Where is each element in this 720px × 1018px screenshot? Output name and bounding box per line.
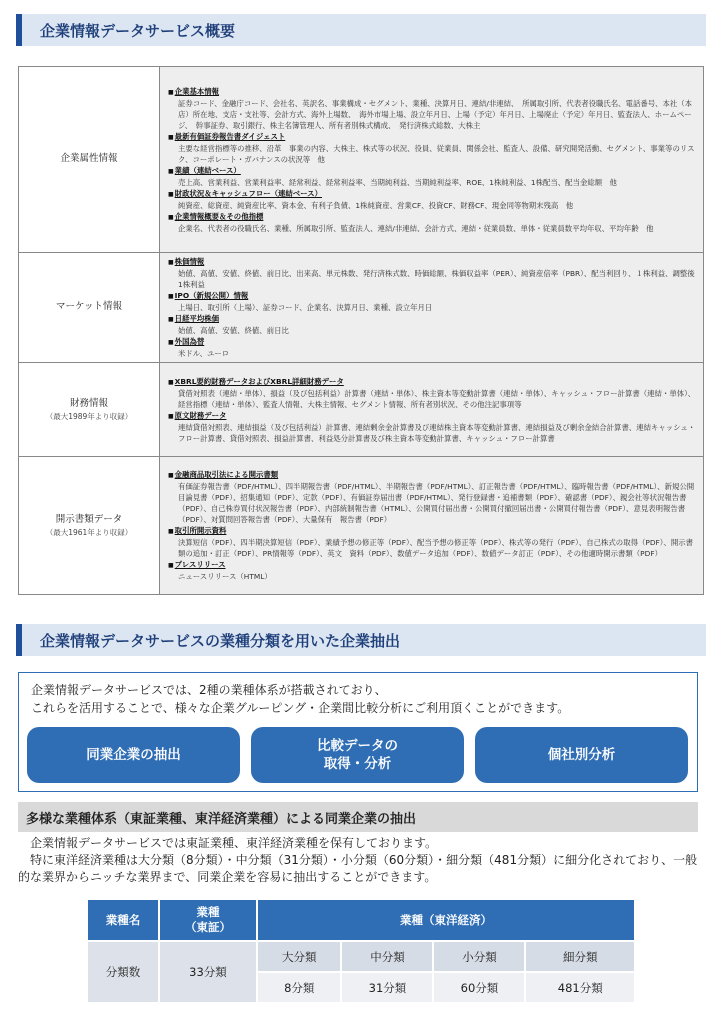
content-cell: [160, 363, 704, 457]
button-label: 同業企業の抽出: [86, 747, 181, 763]
group-title: ■ 取引所開示資料: [168, 525, 697, 537]
level-count: 481分類: [526, 973, 634, 1002]
extraction-section-title: [16, 624, 706, 656]
intro-line: 企業情報データサービスでは、2種の業種体系が搭載されており、: [31, 683, 387, 697]
level-count: 60分類: [434, 973, 524, 1002]
group-text: 決算短信（PDF）、四半期決算短信（PDF）、業績予想の修正等（PDF）、配当予想の修正等（PDF）、株式等の発行（PDF）、自己株式の取得（PDF）、開示書類の追加・訂正（PDF）、PR情報等（PDF）、英文 資料（PDF）、数値データ追加（PDF）、数値データ訂正（PDF）、その他適時開示書類（PDF）: [178, 538, 694, 558]
group-title: ■ 株価情報: [168, 256, 697, 268]
group-title: ■ 最新有価証券報告書ダイジェスト: [168, 131, 697, 143]
group-title: ■ 企業基本情報: [168, 86, 697, 98]
group-text: 連結貸借対照表、連結損益（及び包括利益）計算書、連結剰余金計算書及び連結株主資本等変動計算書、連結損益及び剰余金結合計算書、連結キャッシュ・フロー計算書、貸借対照表、損益計算書、利益処分計算書及び株主資本等変動計算書、キャッシュ・フロー計算書: [178, 422, 696, 443]
peer-extraction-subheading: [18, 802, 698, 832]
level-label: 大分類: [258, 942, 340, 971]
group-title: ■ 金融商品取引法による開示書類: [168, 469, 697, 481]
group-title: ■ 原文財務データ: [168, 410, 697, 422]
extraction-intro: [31, 681, 691, 717]
header-industry-name: 業種名: [88, 900, 158, 940]
category-cell: [19, 253, 160, 363]
table-row: [88, 942, 634, 971]
table-row: [19, 67, 704, 253]
table-row: [19, 457, 704, 595]
peer-extraction-button[interactable]: [27, 727, 240, 783]
group-title: ■ 財政状況＆キャッシュフロー（連結ベース）: [168, 188, 697, 200]
category-label: 財務情報: [69, 397, 108, 409]
button-label: 個社別分析: [547, 747, 616, 763]
header-tse-line: （東証）: [185, 920, 231, 934]
table-row: [19, 363, 704, 457]
level-label: 中分類: [342, 942, 432, 971]
extraction-box: [18, 672, 698, 792]
category-cell: [19, 363, 160, 457]
overview-title-text: 企業情報データサービス概要: [40, 21, 236, 40]
group-title: ■ 企業情報概要＆その他指標: [168, 211, 697, 223]
group-title: ■ 日経平均株価: [168, 313, 697, 325]
row-label: 分類数: [88, 942, 158, 1002]
group-text: 始値、高値、安値、終値、前日比: [178, 326, 289, 335]
category-label: 企業属性情報: [60, 153, 118, 165]
level-count: 31分類: [342, 973, 432, 1002]
classification-table: [86, 898, 636, 1004]
intro-line: これらを活用することで、様々な企業グルーピング・企業間比較分析にご利用頂くことができます。: [31, 701, 570, 715]
comparison-data-button[interactable]: [251, 727, 464, 783]
extraction-title-text: 企業情報データサービスの業種分類を用いた企業抽出: [40, 631, 401, 650]
header-toyo-keizai: 業種（東洋経済）: [258, 900, 634, 940]
group-text: 始値、高値、安値、終値、前日比、出来高、単元株数、発行済株式数、時価総額、株価収益率（PER）、純資産倍率（PBR）、配当利回り、１株利益、調整後1株利益: [178, 269, 695, 289]
table-row: [19, 253, 704, 363]
group-title: ■ 外国為替: [168, 336, 697, 348]
group-title: ■ プレスリリース: [168, 559, 697, 571]
paragraph: 特に東洋経済業種は大分類（8分類）・中分類（31分類）・小分類（60分類）・細分類（481分類）に細分化されており、一般的な業界からニッチな業界まで、同業企業を容易に抽出することができます。: [18, 853, 698, 884]
group-text: ニュースリリース（HTML）: [178, 572, 272, 581]
group-title: ■ XBRL要約財務データおよびXBRL詳細財務データ: [168, 376, 697, 388]
body-text: [18, 835, 700, 886]
category-cell: [19, 67, 160, 253]
category-label: マーケット情報: [55, 301, 123, 313]
level-label: 細分類: [526, 942, 634, 971]
subheading-text: 多様な業種体系（東証業種、東洋経済業種）による同業企業の抽出: [26, 811, 417, 827]
content-cell: [160, 253, 704, 363]
content-cell: [160, 67, 704, 253]
overview-table: [18, 66, 704, 595]
category-note: （最大1989年より収録）: [45, 412, 133, 421]
header-tse-line: 業種: [196, 905, 220, 919]
group-text: 米ドル、ユーロ: [178, 349, 230, 358]
group-text: 貸借対照表（連結・単体）、損益（及び包括利益）計算書（連結・単体）、株主資本等変動計算書（連結・単体）、キャッシュ・フロー計算書（連結・単体）、経営指標（連結・単体）、監査人情報、大株主情報、セグメント情報、所有者別状況、その他注記事項等: [178, 388, 696, 409]
content-cell: [160, 457, 704, 595]
header-tse: [160, 900, 256, 940]
category-label: 開示書類データ: [55, 513, 123, 525]
level-label: 小分類: [434, 942, 524, 971]
group-text: 企業名、代表者の役職氏名、業種、所属取引所、監査法人、連結/非連結、会計方式、連結・従業員数、単体・従業員数平均年収、平均年齢 他: [178, 223, 654, 233]
group-text: 上場日、取引所（上場）、証券コード、企業名、決算月日、業種、設立年月日: [178, 303, 433, 312]
group-text: 売上高、営業利益、営業利益率、経常利益、経常利益率、当期純利益、当期純利益率、ROE、1株純利益、1株配当、配当金総額 他: [178, 177, 617, 187]
category-cell: [19, 457, 160, 595]
group-title: ■ 業績（連結ベース）: [168, 165, 697, 177]
group-text: 純資産、総資産、純資産比率、資本金、有利子負債、1株純資産、営業CF、投資CF、財務CF、現金同等物期末残高 他: [178, 200, 574, 210]
group-text: 証券コード、金融庁コード、会社名、英訳名、事業構成・セグメント、業種、決算月日、連結/非連結、 所属取引所、代表者役職氏名、電話番号、本社（本店）所在地、支店・支社等、会計方式、海外上場数、 海外市場上場、設立年月日、上場（予定）年月日、上場廃止（予定）年月日、監査法人、ホームページ、 幹事証券、取引銀行、株主名簿管理人、所有者別株式構成、 発行済株式総数、大株主: [178, 98, 693, 130]
level-count: 8分類: [258, 973, 340, 1002]
table-row: [88, 900, 634, 940]
tse-count: 33分類: [160, 942, 256, 1002]
paragraph: 企業情報データサービスでは東証業種、東洋経済業種を保有しております。: [30, 836, 438, 850]
group-title: ■ IPO（新規公開）情報: [168, 290, 697, 302]
button-label: 取得・分析: [323, 756, 392, 772]
group-text: 有価証券報告書（PDF/HTML）、四半期報告書（PDF/HTML）、半期報告書（PDF/HTML）、訂正報告書（PDF/HTML）、臨時報告書（PDF/HTML）、新規公開目論見書（PDF）、招集通知（PDF）、定款（PDF）、有価証券届出書（PDF/HTML）、発行登録書・追補書類（PDF）、確認書（PDF）、親会社等状況報告書（PDF）、自己株券買付状況報告書（PDF）、内部統制報告書（HTML）、公開買付届出書・公開買付撤回届出書・公開買付報告書（PDF）、意見表明報告書（PDF）、対質問回答報告書（PDF）、大量保有 報告書（PDF）: [178, 482, 695, 524]
company-analysis-button[interactable]: [475, 727, 688, 783]
button-label: 比較データの: [317, 738, 398, 754]
category-note: （最大1961年より収録）: [45, 528, 133, 537]
group-text: 主要な経営指標等の推移、沿革 事業の内容、大株主、株式等の状況、役員、従業員、関係会社、監査人、設備、研究開発活動、セグメント、事業等のリスク、コーポレート・ガバナンスの状況等 他: [178, 143, 695, 164]
overview-section-title: [16, 14, 706, 46]
